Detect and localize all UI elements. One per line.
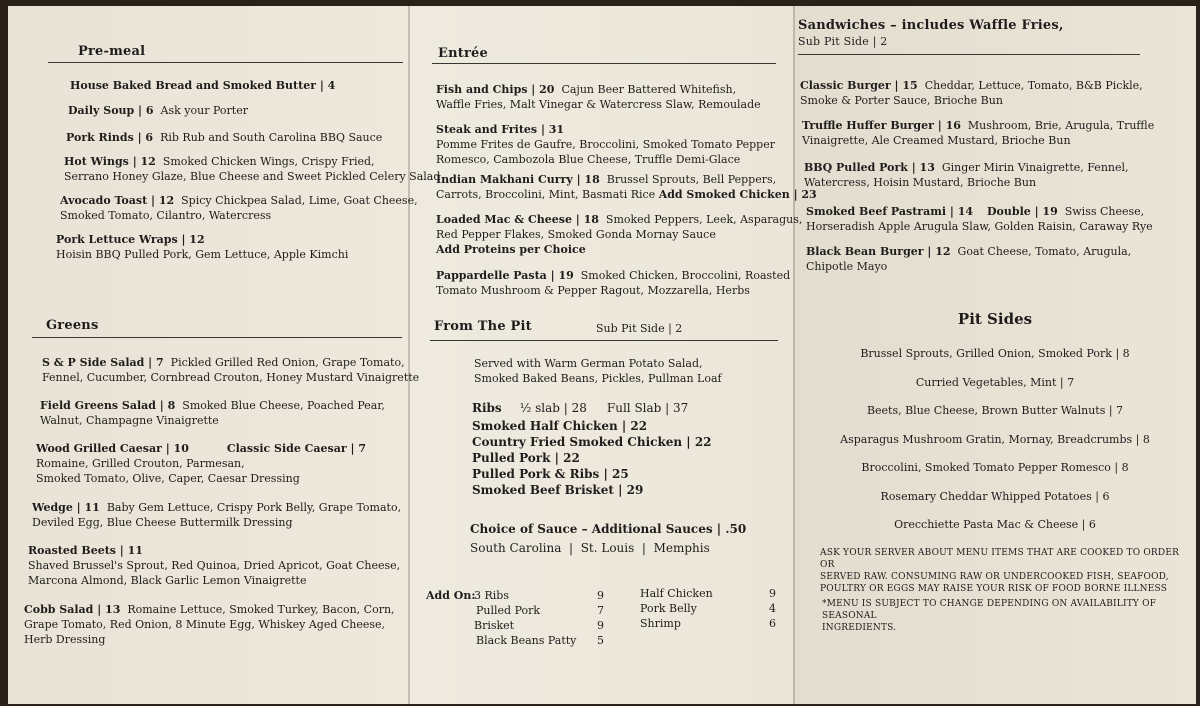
sandwich-item <box>806 244 1131 274</box>
premeal-item <box>64 154 440 184</box>
pit-item: Country Fried Smoked Chicken | 22 <box>472 435 712 449</box>
sandwiches-heading <box>798 18 1064 50</box>
sandwiches-subtitle: Sub Pit Side | 2 <box>798 35 888 48</box>
greens-heading: Greens <box>46 318 99 333</box>
pit-list <box>472 418 712 498</box>
addon-name: Brisket <box>474 619 515 632</box>
item-extra: Add Proteins per Choice <box>436 243 586 256</box>
greens-item <box>28 543 400 588</box>
notice-line: SERVED RAW. CONSUMING RAW OR UNDERCOOKED FISH, SEAFOOD, <box>820 572 1169 582</box>
item-name: Classic Burger | 15 <box>800 79 918 92</box>
notice-line: *MENU IS SUBJECT TO CHANGE DEPENDING ON AVAILABILITY OF SEASONAL <box>822 599 1157 621</box>
pit-sides-heading: Pit Sides <box>957 310 1033 328</box>
item-desc: Cajun Beer Battered Whitefish, <box>561 83 737 96</box>
item-desc: Rib Rub and South Carolina BBQ Sauce <box>160 131 383 144</box>
addon-row <box>640 586 776 601</box>
sandwiches-title: Sandwiches – includes Waffle Fries, <box>798 18 1064 33</box>
entree-item <box>436 268 790 298</box>
item-name: Indian Makhani Curry | 18 <box>436 173 600 186</box>
item-name: Roasted Beets | 11 <box>28 544 143 557</box>
item-name-secondary: Double | 19 <box>987 205 1058 218</box>
entree-heading: Entrée <box>438 46 488 61</box>
addon-price: 7 <box>597 604 604 617</box>
addon-price: 6 <box>769 617 776 630</box>
addon-row <box>474 603 604 618</box>
item-name: Daily Soup | 6 <box>68 104 154 117</box>
addon-price: 9 <box>597 619 604 632</box>
item-name: Black Bean Burger | 12 <box>806 245 951 258</box>
sandwich-item <box>804 160 1129 190</box>
item-name-secondary: Classic Side Caesar | 7 <box>226 442 366 455</box>
item-desc: Ask your Porter <box>160 104 248 117</box>
item-name: Fish and Chips | 20 <box>436 83 555 96</box>
item-name: House Baked Bread and Smoked Butter | 4 <box>70 79 336 92</box>
addon-label <box>426 588 475 603</box>
item-desc: Horseradish Apple Arugula Slaw, Golden Raisin, Caraway Rye <box>806 220 1153 233</box>
premeal-item <box>68 103 248 118</box>
item-desc: Mushroom, Brie, Arugula, Truffle <box>967 119 1155 132</box>
item-name: Steak and Frites | 31 <box>436 123 565 136</box>
item-name: Field Greens Salad | 8 <box>40 399 176 412</box>
item-desc: Herb Dressing <box>24 633 106 646</box>
ribs-label: Ribs <box>472 401 502 415</box>
item-desc: Fennel, Cucumber, Cornbread Crouton, Honey Mustard Vinaigrette <box>42 371 420 384</box>
addon-price: 4 <box>769 602 776 615</box>
addon-row <box>474 618 604 633</box>
item-desc: Hoisin BBQ Pulled Pork, Gem Lettuce, Apple Kimchi <box>56 248 349 261</box>
item-desc: Carrots, Broccolini, Mint, Basmati Rice <box>436 188 656 201</box>
item-desc: Walnut, Champagne Vinaigrette <box>40 414 219 427</box>
entree-item <box>436 172 817 202</box>
sauce-choice: Choice of Sauce – Additional Sauces | .50 <box>470 522 747 536</box>
item-desc: Baby Gem Lettuce, Crispy Pork Belly, Grape Tomato, <box>106 501 402 514</box>
addons-left <box>474 588 604 648</box>
addon-label-text: Add On: <box>426 589 476 602</box>
ribs-full-slab: Full Slab | 37 <box>606 401 689 415</box>
premeal-heading: Pre-meal <box>78 44 146 59</box>
item-name: Loaded Mac & Cheese | 18 <box>436 213 599 226</box>
menu-paper <box>8 6 1196 704</box>
item-name: Wedge | 11 <box>32 501 100 514</box>
item-desc: Marcona Almond, Black Garlic Lemon Vinaigrette <box>28 574 307 587</box>
notice-line: INGREDIENTS. <box>822 623 897 633</box>
pit-side-item: Brussel Sprouts, Grilled Onion, Smoked Pork | 8 <box>860 347 1130 360</box>
addon-row <box>640 601 776 616</box>
item-desc: Swiss Cheese, <box>1064 205 1145 218</box>
premeal-rule <box>48 62 403 63</box>
greens-item <box>36 441 366 486</box>
item-desc: Grape Tomato, Red Onion, 8 Minute Egg, Whiskey Aged Cheese, <box>24 618 386 631</box>
greens-item <box>40 398 385 428</box>
item-desc: Chipotle Mayo <box>806 260 888 273</box>
notice-line: POULTRY OR EGGS MAY RAISE YOUR RISK OF FOOD BORNE ILLNESS <box>820 584 1168 594</box>
seasonal-notice <box>822 598 1196 634</box>
pit-sub-side: Sub Pit Side | 2 <box>596 322 683 335</box>
pit-sides-list <box>800 340 1190 540</box>
addon-row <box>474 588 604 603</box>
pit-item: Smoked Half Chicken | 22 <box>472 419 648 433</box>
premeal-item <box>66 130 382 145</box>
item-name: BBQ Pulled Pork | 13 <box>804 161 935 174</box>
item-desc: Smoked Tomato, Olive, Caper, Caesar Dressing <box>36 472 300 485</box>
entree-item <box>436 122 775 167</box>
item-name: Smoked Beef Pastrami | 14 <box>806 205 974 218</box>
entree-item <box>436 82 761 112</box>
item-name: Cobb Salad | 13 <box>24 603 121 616</box>
pit-side-item: Asparagus Mushroom Gratin, Mornay, Breadcrumbs | 8 <box>840 432 1150 446</box>
pit-side-item: Broccolini, Smoked Tomato Pepper Romesco | 8 <box>861 461 1129 474</box>
item-desc: Ginger Mirin Vinaigrette, Fennel, <box>941 161 1129 174</box>
item-desc: Deviled Egg, Blue Cheese Buttermilk Dressing <box>32 516 293 529</box>
greens-rule <box>32 337 402 338</box>
item-desc: Pomme Frites de Gaufre, Broccolini, Smoked Tomato Pepper <box>436 138 775 151</box>
pit-rule <box>430 340 778 341</box>
addon-price: 9 <box>769 587 776 600</box>
item-extra: Add Smoked Chicken | 23 <box>658 188 817 201</box>
entree-rule <box>432 63 776 64</box>
greens-item <box>32 500 401 530</box>
item-desc: Smoked Chicken, Broccolini, Roasted <box>580 269 791 282</box>
pit-served-with <box>474 356 722 386</box>
addon-price: 9 <box>597 589 604 602</box>
fold-line-right <box>793 6 795 704</box>
ribs-line <box>472 400 688 416</box>
pit-side-item: Orecchiette Pasta Mac & Cheese | 6 <box>894 518 1096 531</box>
item-name: Pappardelle Pasta | 19 <box>436 269 574 282</box>
item-desc: Romaine Lettuce, Smoked Turkey, Bacon, Corn, <box>127 603 395 616</box>
premeal-item <box>56 232 348 262</box>
addon-name: Pork Belly <box>640 602 697 615</box>
item-name: S & P Side Salad | 7 <box>42 356 164 369</box>
item-desc: Smoke & Porter Sauce, Brioche Bun <box>800 94 1003 107</box>
pit-side-item: Curried Vegetables, Mint | 7 <box>915 375 1075 389</box>
addon-name: Pulled Pork <box>476 604 541 617</box>
served-line: Smoked Baked Beans, Pickles, Pullman Loaf <box>474 372 722 385</box>
entree-item <box>436 212 802 257</box>
item-name: Avocado Toast | 12 <box>60 194 175 207</box>
item-desc: Brussel Sprouts, Bell Peppers, <box>606 173 777 186</box>
item-desc: Waffle Fries, Malt Vinegar & Watercress Slaw, Remoulade <box>436 98 761 111</box>
item-desc: Smoked Chicken Wings, Crispy Fried, <box>162 155 375 168</box>
served-line: Served with Warm German Potato Salad, <box>474 357 703 370</box>
item-desc: Smoked Peppers, Leek, Asparagus, <box>605 213 803 226</box>
addon-name: Half Chicken <box>640 587 713 600</box>
item-desc: Vinaigrette, Ale Creamed Mustard, Brioche Bun <box>802 134 1071 147</box>
sandwiches-rule <box>798 54 1140 55</box>
addon-name: Black Beans Patty <box>476 634 577 647</box>
item-name: Pork Rinds | 6 <box>66 131 154 144</box>
item-desc: Smoked Tomato, Cilantro, Watercress <box>60 209 272 222</box>
addon-price: 5 <box>597 634 604 647</box>
addon-row <box>474 633 604 648</box>
item-desc: Pickled Grilled Red Onion, Grape Tomato, <box>170 356 405 369</box>
premeal-item <box>60 193 418 223</box>
pit-side-item: Beets, Blue Cheese, Brown Butter Walnuts | 7 <box>866 404 1124 417</box>
sandwich-item <box>800 78 1143 108</box>
premeal-item <box>70 78 335 93</box>
item-desc: Romesco, Cambozola Blue Cheese, Truffle Demi-Glace <box>436 153 741 166</box>
pit-item: Pulled Pork | 22 <box>472 451 580 465</box>
item-desc: Tomato Mushroom & Pepper Ragout, Mozzarella, Herbs <box>436 284 750 297</box>
item-desc: Spicy Chickpea Salad, Lime, Goat Cheese, <box>181 194 418 207</box>
item-desc: Watercress, Hoisin Mustard, Brioche Bun <box>804 176 1037 189</box>
pit-item: Smoked Beef Brisket | 29 <box>472 483 644 497</box>
item-desc: Smoked Blue Cheese, Poached Pear, <box>182 399 385 412</box>
item-desc: Romaine, Grilled Crouton, Parmesan, <box>36 457 245 470</box>
item-desc: Shaved Brussel's Sprout, Red Quinoa, Dried Apricot, Goat Cheese, <box>28 559 401 572</box>
pit-heading: From The Pit <box>434 319 532 334</box>
item-desc: Red Pepper Flakes, Smoked Gonda Mornay Sauce <box>436 228 716 241</box>
addon-name: Shrimp <box>640 617 681 630</box>
addon-name: 3 Ribs <box>474 589 509 602</box>
addons-right <box>640 586 776 631</box>
greens-item <box>42 355 419 385</box>
item-name: Truffle Huffer Burger | 16 <box>802 119 961 132</box>
item-name: Hot Wings | 12 <box>64 155 156 168</box>
item-desc: Goat Cheese, Tomato, Arugula, <box>957 245 1132 258</box>
sandwich-item <box>802 118 1154 148</box>
notice-line: ASK YOUR SERVER ABOUT MENU ITEMS THAT ARE COOKED TO ORDER OR <box>820 548 1180 570</box>
item-name: Pork Lettuce Wraps | 12 <box>56 233 205 246</box>
sandwich-item <box>806 204 1153 234</box>
addon-row <box>640 616 776 631</box>
pit-item: Pulled Pork & Ribs | 25 <box>472 467 629 481</box>
pit-side-item: Rosemary Cheddar Whipped Potatoes | 6 <box>880 489 1110 503</box>
greens-item <box>24 602 395 647</box>
food-safety-notice <box>820 547 1196 595</box>
item-name: Wood Grilled Caesar | 10 <box>36 442 189 455</box>
item-desc: Cheddar, Lettuce, Tomato, B&B Pickle, <box>924 79 1143 92</box>
sauce-options: South Carolina | St. Louis | Memphis <box>470 541 710 555</box>
item-desc: Serrano Honey Glaze, Blue Cheese and Sweet Pickled Celery Salad <box>64 170 441 183</box>
ribs-half-slab: ½ slab | 28 <box>519 401 587 415</box>
